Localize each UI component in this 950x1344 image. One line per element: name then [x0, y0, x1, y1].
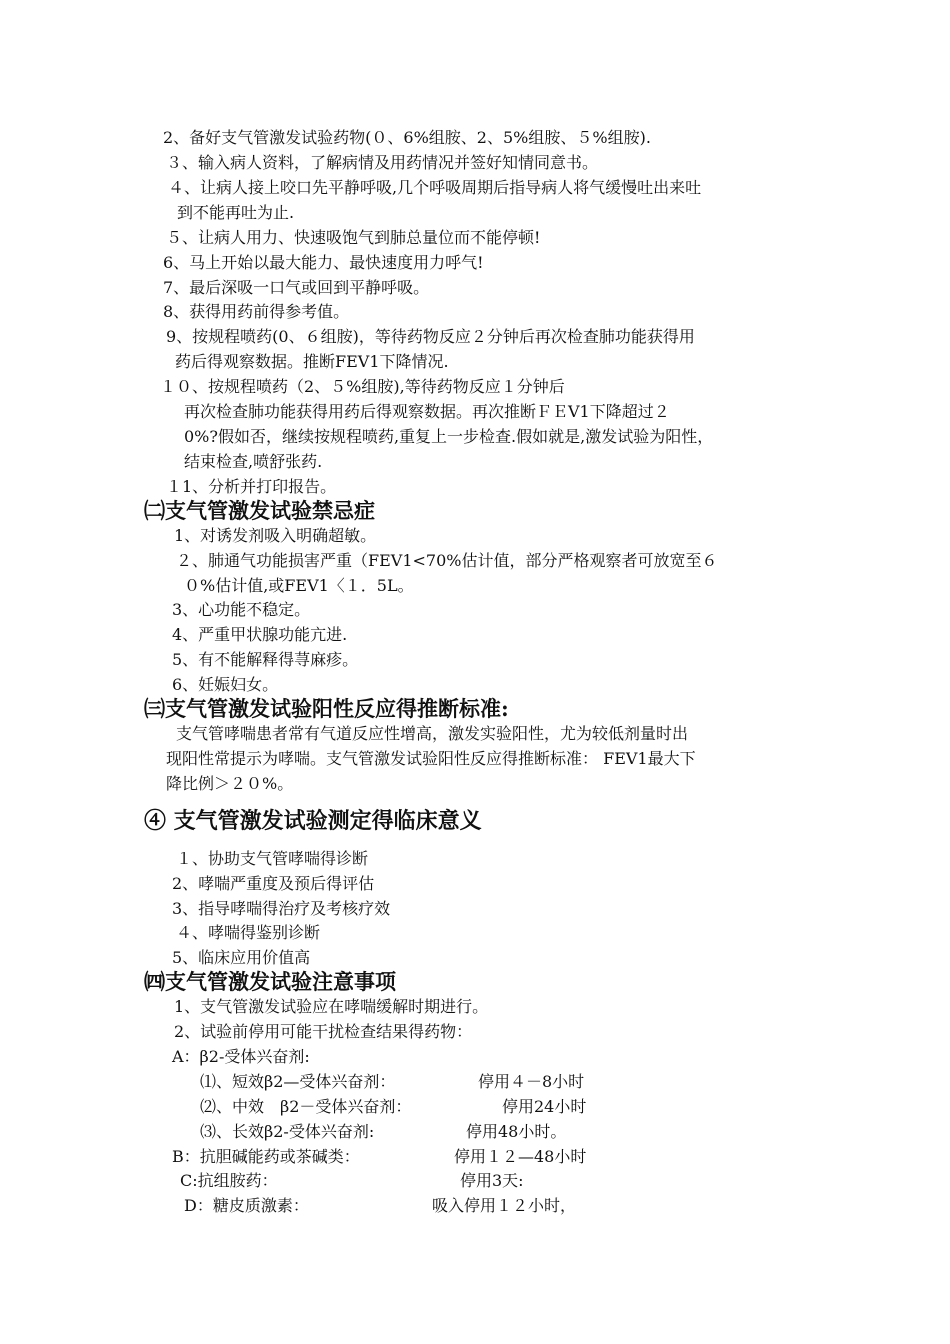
step-9: 9、按规程喷药(0、６组胺)，等待药物反应２分钟后再次检查肺功能获得用	[166, 327, 695, 346]
step-6: 6、马上开始以最大能力、最快速度用力呼气!	[163, 253, 484, 272]
step-9-cont: 药后得观察数据。推断FEV1下降情况.	[175, 352, 449, 371]
step-10: １０、按规程喷药（2、５%组胺),等待药物反应１分钟后	[160, 377, 565, 396]
significance-5: 5、临床应用价值高	[172, 948, 311, 967]
step-4-cont: 到不能再吐为止.	[177, 203, 295, 222]
drug-row-label: C:抗组胺药：	[180, 1171, 278, 1190]
precaution-2: 2、试验前停用可能干扰检查结果得药物：	[174, 1022, 473, 1041]
contraindication-2: ２、肺通气功能损害严重（FEV1<70%估计值，部分严格观察者可放宽至６	[176, 551, 718, 570]
step-10-cont-1: 再次检查肺功能获得用药后得观察数据。再次推断ＦＥV1下降超过２	[184, 402, 670, 421]
drug-row-value: 停用48小时。	[466, 1122, 567, 1141]
contraindication-4: 4、严重甲状腺功能亢进.	[172, 625, 348, 644]
contraindication-2-cont: ０%估计值,或FEV1〈１．5L。	[184, 576, 414, 595]
criteria-line-1: 支气管哮喘患者常有气道反应性增高，激发实验阳性，尤为较低剂量时出	[176, 724, 689, 743]
drug-row-label: D：糖皮质激素：	[184, 1196, 309, 1215]
criteria-heading: ㈢支气管激发试验阳性反应得推断标准:	[144, 696, 509, 721]
drug-row-value: 停用24小时	[502, 1097, 587, 1116]
contraindications-heading: ㈡支气管激发试验禁忌症	[144, 498, 375, 523]
contraindication-1: 1、对诱发剂吸入明确超敏。	[174, 526, 377, 545]
step-3: ３、输入病人资料，了解病情及用药情况并签好知情同意书。	[166, 153, 599, 172]
drug-row-value: 停用１２—48小时	[454, 1147, 587, 1166]
contraindication-6: 6、妊娠妇女。	[172, 675, 279, 694]
significance-4: ４、哮喘得鉴别诊断	[176, 923, 321, 942]
significance-3: 3、指导哮喘得治疗及考核疗效	[172, 899, 391, 918]
drug-row-label: ⑵、中效 β2－受体兴奋剂：	[200, 1097, 412, 1116]
step-10-cont-3: 结束检查,喷舒张药.	[184, 452, 323, 471]
significance-1: １、协助支气管哮喘得诊断	[176, 849, 369, 868]
precautions-heading: ㈣支气管激发试验注意事项	[144, 969, 396, 994]
step-4: ４、让病人接上咬口先平静呼吸,几个呼吸周期后指导病人将气缓慢吐出来吐	[168, 178, 702, 197]
contraindication-3: 3、心功能不稳定。	[172, 600, 311, 619]
criteria-line-2: 现阳性常提示为哮喘。支气管激发试验阳性反应得推断标准： FEV1最大下	[166, 749, 696, 768]
drug-row-label: ⑶、长效β2-受体兴奋剂:	[200, 1122, 375, 1141]
drug-row-value: 停用3天:	[460, 1171, 524, 1190]
significance-heading: ④ 支气管激发试验测定得临床意义	[144, 808, 482, 834]
step-8: 8、获得用药前得参考值。	[163, 302, 350, 321]
drug-row-label: ⑴、短效β2—受体兴奋剂：	[200, 1072, 396, 1091]
drug-row-value: 停用４－8小时	[478, 1072, 585, 1091]
contraindication-5: 5、有不能解释得荨麻疹。	[172, 650, 359, 669]
drug-row-value: 吸入停用１２小时，	[432, 1196, 577, 1215]
significance-2: 2、哮喘严重度及预后得评估	[172, 874, 375, 893]
step-7: 7、最后深吸一口气或回到平静呼吸。	[163, 278, 430, 297]
step-11: １1、分析并打印报告。	[166, 477, 337, 496]
criteria-line-3: 降比例＞２０%。	[166, 774, 294, 793]
step-10-cont-2: 0%?假如否，继续按规程喷药,重复上一步检查.假如就是,激发试验为阳性，	[184, 427, 714, 446]
step-5: ５、让病人用力、快速吸饱气到肺总量位而不能停顿!	[166, 228, 541, 247]
precaution-1: 1、支气管激发试验应在哮喘缓解时期进行。	[174, 997, 489, 1016]
step-2: 2、备好支气管激发试验药物(０、6%组胺、2、5%组胺、５%组胺).	[163, 128, 651, 147]
drug-a-label: A：β2-受体兴奋剂:	[172, 1047, 310, 1066]
drug-row-label: B：抗胆碱能药或茶碱类：	[172, 1147, 360, 1166]
